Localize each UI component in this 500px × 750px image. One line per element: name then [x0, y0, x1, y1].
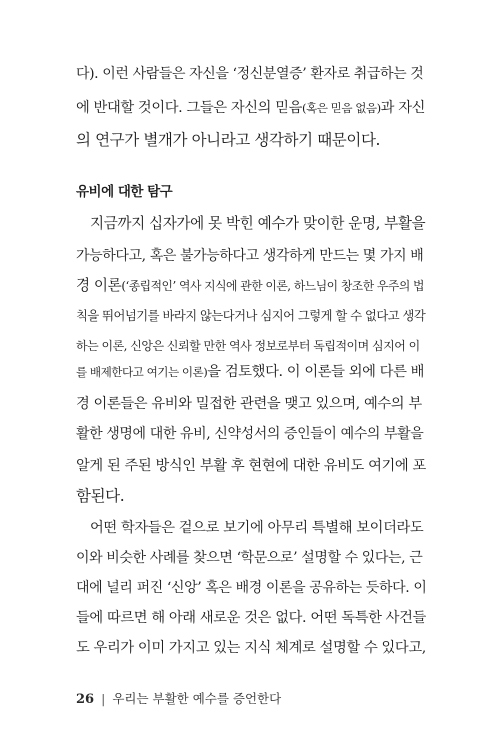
- body-text-line: 함된다.: [76, 487, 125, 505]
- body-text-line: 경 이론들은 유비와 밀접한 관련을 맺고 있으며, 예수의 부: [76, 396, 422, 412]
- body-text-line: 알게 된 주된 방식인 부활 후 현현에 대한 유비도 여기에 포: [76, 458, 426, 474]
- page-number: 26: [76, 692, 95, 707]
- body-text-line: 가능하다고, 혹은 불가능하다고 생각하게 만드는 몇 가지 배: [76, 248, 424, 264]
- body-text-line: 어떤 학자들은 겉으로 보기에 아무리 특별해 보이더라도: [90, 520, 424, 536]
- body-text-line: 이와 비슷한 사례를 찾으면 ‘학문으로’ 설명할 수 있다는, 근: [76, 550, 423, 566]
- body-text-line: 다). 이런 사람들은 자신을 ‘정신분열증’ 환자로 취급하는 것: [76, 66, 424, 82]
- body-text-line: 의 연구가 별개가 아니라고 생각하기 때문이다.: [76, 131, 381, 149]
- page-footer: [76, 689, 281, 707]
- body-text-line: 지금까지 십자가에 못 박힌 예수가 맞이한 운명, 부활을: [90, 215, 426, 232]
- section-heading: 유비에 대한 탐구: [76, 184, 173, 200]
- body-text-line: 도 우리가 이미 가지고 있는 지식 체계로 설명할 수 있다고,: [76, 640, 426, 656]
- body-text-segment: 과 자신: [380, 100, 426, 116]
- book-title: 우리는 부활한 예수를 증언한다: [112, 691, 282, 706]
- parenthetical-text: (‘종립적인’ 역사 지식에 관한 이론, 하느님이 창조한 우주의 법: [121, 279, 424, 293]
- body-text-segment: 을 검토했다. 이 이론들 외에 다른 배: [207, 364, 425, 380]
- body-text-line: [76, 362, 426, 382]
- footer-separator: |: [101, 691, 106, 706]
- body-text-line: 활한 생명에 대한 유비, 신약성서의 증인들이 예수의 부활을: [76, 426, 424, 442]
- parenthetical-line: 하는 이론, 신앙은 신뢰할 만한 역사 정보로부터 독립적이며 심지어 이: [76, 339, 420, 353]
- parenthetical-text: 를 배제한다고 여기는 이론): [76, 365, 208, 379]
- parenthetical-line: 칙을 뛰어넘기를 바라지 않는다거나 심지어 그렇게 할 수 없다고 생각: [76, 309, 426, 323]
- body-text-line: 대에 널리 퍼진 ‘신앙’ 혹은 배경 이론을 공유하는 듯하다. 이: [76, 580, 426, 596]
- body-text-segment: 에 반대할 것이다. 그들은 자신의 믿음: [76, 100, 303, 116]
- body-text-line: [76, 276, 426, 296]
- parenthetical-text: (혹은 믿음 없음): [302, 101, 381, 115]
- body-text-segment: 경 이론: [76, 277, 122, 294]
- body-text-line: 들에 따르면 해 아래 새로운 것은 없다. 어떤 독특한 사건들: [76, 610, 426, 626]
- body-text-line: [76, 98, 426, 118]
